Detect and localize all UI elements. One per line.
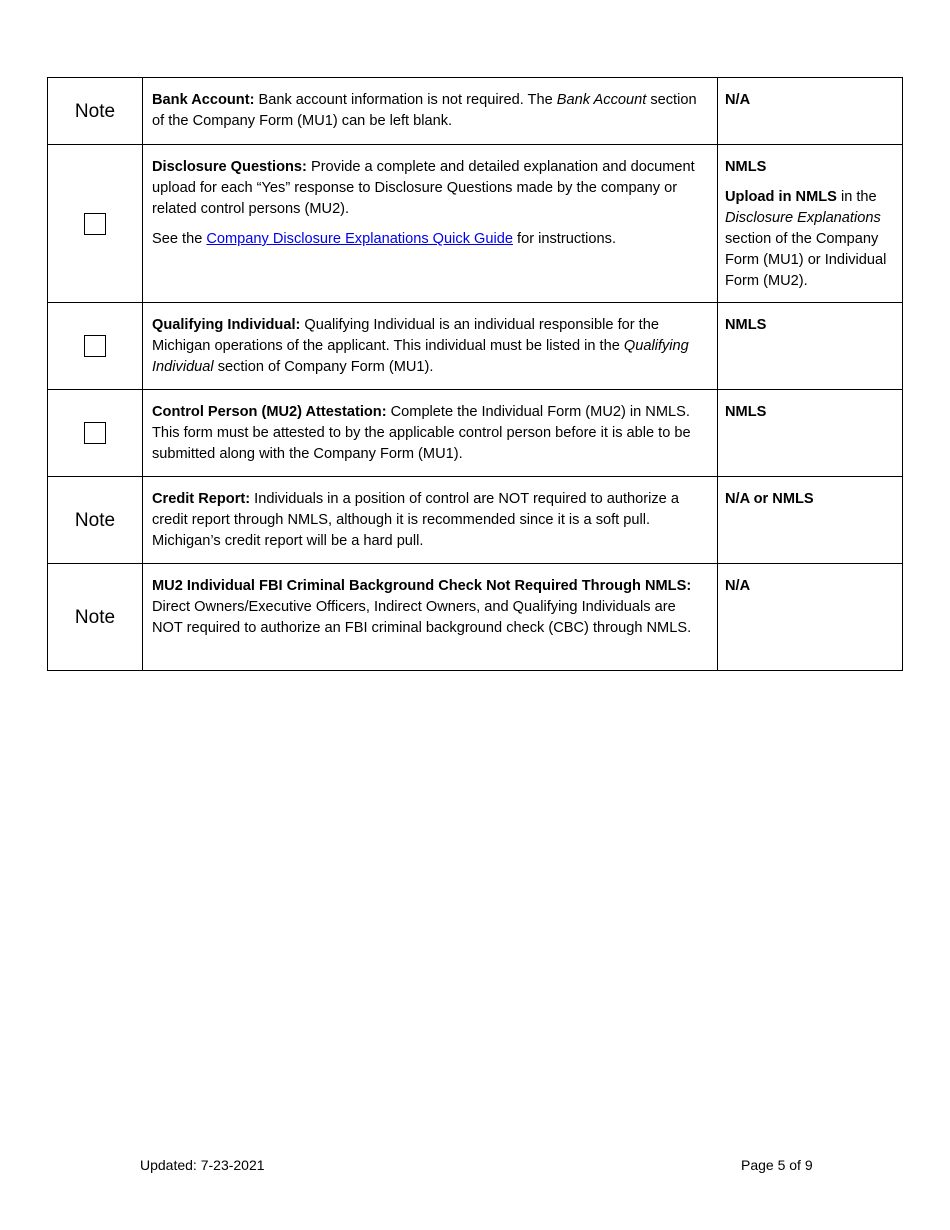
note-label: Note <box>74 509 116 531</box>
location-label: NMLS <box>725 404 767 420</box>
requirement-text: Disclosure Questions: Provide a complete and detailed explanation and document upload for each “Yes” response to Disclosure Questions made by the company or related control persons (MU2). <box>152 159 695 217</box>
description-cell <box>143 477 718 564</box>
requirement-title: Bank Account: <box>152 92 255 108</box>
requirements-table <box>47 77 903 671</box>
location-label: N/A or NMLS <box>725 491 814 507</box>
location-instructions: Upload in NMLS in the Disclosure Explanations section of the Company Form (MU1) or Individual Form (MU2). <box>725 189 887 289</box>
description-cell <box>143 390 718 477</box>
checkbox[interactable] <box>84 213 106 235</box>
requirement-title: Credit Report: <box>152 491 251 507</box>
quick-guide-link[interactable]: Company Disclosure Explanations Quick Guide <box>206 231 513 247</box>
location-cell <box>718 390 903 477</box>
description-cell <box>143 303 718 390</box>
location-cell <box>718 145 903 303</box>
location-cell <box>718 564 903 671</box>
table-row <box>48 78 903 145</box>
table-row <box>48 145 903 303</box>
checkbox[interactable] <box>84 422 106 444</box>
requirement-text: Qualifying Individual: Qualifying Individual is an individual responsible for the Michigan operations of the applicant. This individual must be listed in the Qualifying Individual section of Company Form (MU1). <box>152 317 689 375</box>
description-cell <box>143 78 718 145</box>
description-cell <box>143 564 718 671</box>
table-row <box>48 477 903 564</box>
requirement-text: Credit Report: Individuals in a position of control are NOT required to authorize a credit report through NMLS, although it is recommended since it is a soft pull. Michigan’s credit report will be a hard pull. <box>152 491 679 549</box>
status-cell <box>48 303 143 390</box>
requirement-text: Direct Owners/Executive Officers, Indirect Owners, and Qualifying Individuals are NOT required to authorize an FBI criminal background check (CBC) through NMLS. <box>152 599 692 636</box>
requirement-text: Control Person (MU2) Attestation: Complete the Individual Form (MU2) in NMLS. This form must be attested to by the applicable control person before it is able to be submitted along with the Company Form (MU1). <box>152 404 691 462</box>
location-cell <box>718 78 903 145</box>
location-cell <box>718 303 903 390</box>
table-row <box>48 390 903 477</box>
location-label: NMLS <box>725 317 767 333</box>
status-cell <box>48 145 143 303</box>
table-row <box>48 564 903 671</box>
requirement-text: Bank Account: Bank account information is not required. The Bank Account section of the Company Form (MU1) can be left blank. <box>152 92 697 129</box>
location-cell <box>718 477 903 564</box>
location-label: NMLS <box>725 159 767 175</box>
requirement-title: MU2 Individual FBI Criminal Background Check Not Required Through NMLS: <box>152 578 692 594</box>
requirement-title: Control Person (MU2) Attestation: <box>152 404 387 420</box>
page-number: Page 5 of 9 <box>741 1157 813 1173</box>
description-cell <box>143 145 718 303</box>
table-row <box>48 303 903 390</box>
status-cell <box>48 564 143 671</box>
requirement-title: Disclosure Questions: <box>152 159 307 175</box>
location-label: N/A <box>725 578 751 594</box>
location-label: N/A <box>725 92 751 108</box>
requirement-title: Qualifying Individual: <box>152 317 301 333</box>
checkbox[interactable] <box>84 335 106 357</box>
updated-date: Updated: 7-23-2021 <box>140 1157 265 1173</box>
status-cell <box>48 477 143 564</box>
status-cell <box>48 78 143 145</box>
status-cell <box>48 390 143 477</box>
note-label: Note <box>74 606 116 628</box>
note-label: Note <box>74 100 116 122</box>
see-guide-text: See the Company Disclosure Explanations Quick Guide for instructions. <box>152 231 617 247</box>
